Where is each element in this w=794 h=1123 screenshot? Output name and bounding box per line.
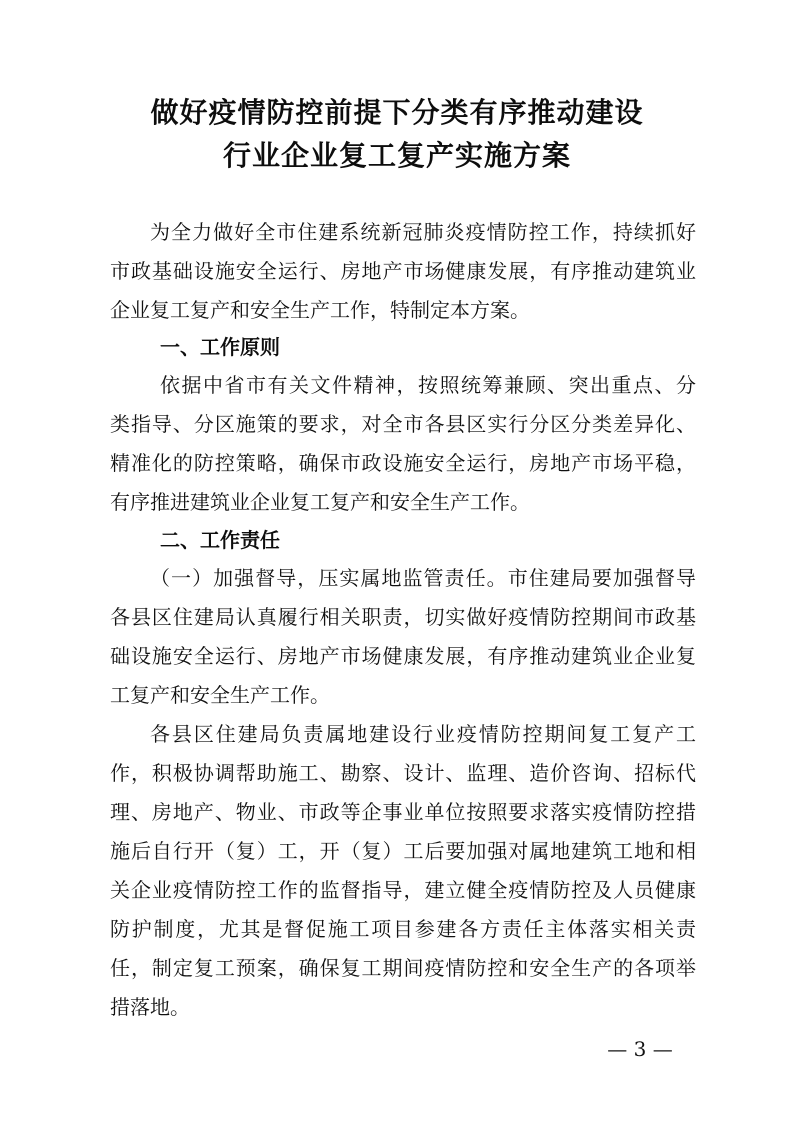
section-heading-responsibilities: 二、工作责任	[160, 528, 280, 552]
county-bureau-line: 防护制度，尤其是督促施工项目参建各方责任主体落实相关责	[110, 917, 696, 941]
responsibility-item-1-rest: 市住建局要加强督导	[507, 566, 697, 590]
principles-line: 精准化的防控策略，确保市政设施安全运行，房地产市场平稳，	[110, 451, 696, 475]
principles-line: 依据中省市有关文件精神，按照统筹兼顾、突出重点、分	[160, 373, 696, 397]
principles-line: 类指导、分区施策的要求，对全市各县区实行分区分类差异化、	[110, 412, 696, 436]
county-bureau-line: 关企业疫情防控工作的监督指导，建立健全疫情防控及人员健康	[110, 878, 696, 902]
responsibility-item-1-line: 各县区住建局认真履行相关职责，切实做好疫情防控期间市政基	[110, 605, 696, 629]
county-bureau-line: 各县区住建局负责属地建设行业疫情防控期间复工复产工	[150, 722, 696, 746]
section-heading-principles: 一、工作原则	[160, 335, 280, 359]
county-bureau-line: 任，制定复工预案，确保复工期间疫情防控和安全生产的各项举	[110, 956, 696, 980]
intro-line: 为全力做好全市住建系统新冠肺炎疫情防控工作，持续抓好	[150, 220, 696, 244]
responsibility-item-1-line: 工复产和安全生产工作。	[110, 683, 330, 707]
document-title-line-1: 做好疫情防控前提下分类有序推动建设	[150, 96, 644, 129]
county-bureau-line: 措落地。	[110, 995, 190, 1019]
county-bureau-line: 作，积极协调帮助施工、勘察、设计、监理、造价咨询、招标代	[110, 761, 696, 785]
responsibility-item-1-first-line	[150, 561, 696, 595]
intro-line: 企业复工复产和安全生产工作，特制定本方案。	[110, 298, 530, 322]
intro-line: 市政基础设施安全运行、房地产市场健康发展，有序推动建筑业	[110, 259, 696, 283]
responsibility-item-1-line: 础设施安全运行、房地产市场健康发展，有序推动建筑业企业复	[110, 644, 696, 668]
county-bureau-line: 施后自行开（复）工，开（复）工后要加强对属地建筑工地和相	[110, 839, 696, 863]
document-title-line-2: 行业企业复工复产实施方案	[222, 139, 571, 172]
county-bureau-line: 理、房地产、物业、市政等企事业单位按照要求落实疫情防控措	[110, 800, 696, 824]
page-number: — 3 —	[607, 1037, 673, 1061]
responsibility-item-1-lead: （一）加强督导，压实属地监管责任。	[150, 566, 508, 590]
principles-line: 有序推进建筑业企业复工复产和安全生产工作。	[110, 490, 530, 514]
